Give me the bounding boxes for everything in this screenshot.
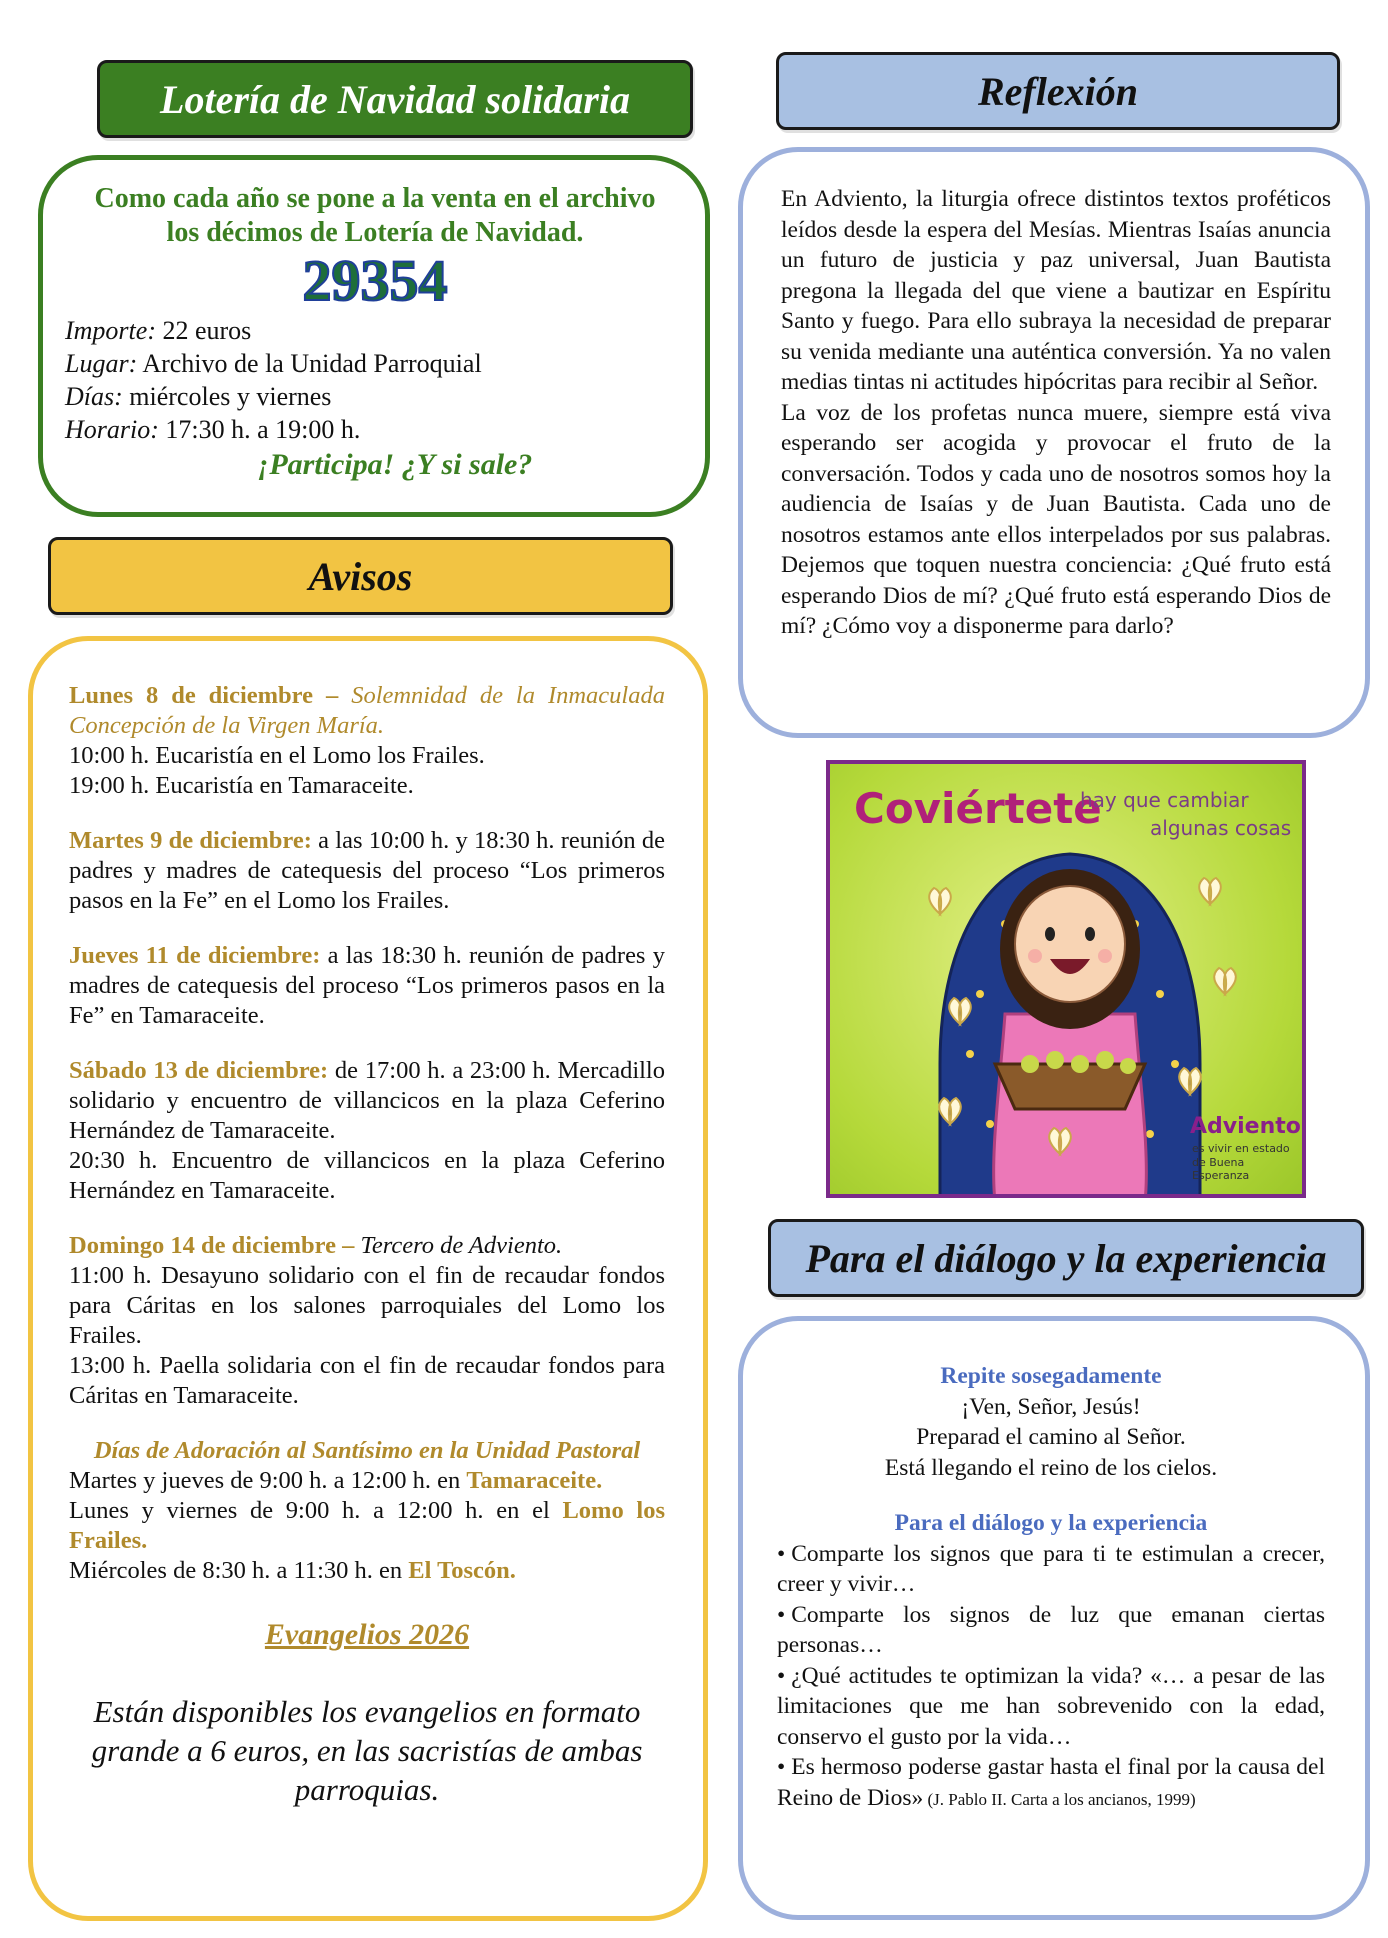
avisos-title: Avisos bbox=[308, 553, 413, 599]
loteria-row-horario: Horario: 17:30 h. a 19:00 h. bbox=[65, 415, 361, 444]
avisos-panel bbox=[28, 636, 708, 1921]
poster-adviento: Adviento bbox=[1190, 1114, 1301, 1139]
dialogo-bullet-3: • ¿Qué actitudes te optimizan la vida? «… a pesar de las limitaciones que me han sobrevenido con la edad, conservo el gusto por la vida… bbox=[777, 1661, 1325, 1753]
dialogo-subtitle: Para el diálogo y la experiencia bbox=[894, 1510, 1208, 1536]
reflexion-title: Reflexión bbox=[978, 68, 1138, 114]
poster-sub1: hay que cambiar bbox=[1080, 788, 1249, 812]
dialogo-bullet-4: • Es hermoso poderse gastar hasta el final por la causa del Reino de Dios» (J. Pablo II. Carta a los ancianos, 1999) bbox=[777, 1752, 1325, 1815]
aviso-lunes: Lunes 8 de diciembre – Solemnidad de la Inmaculada Concepción de la Virgen María. 10:00 h. Eucaristía en el Lomo los Frailes. 19:00 h. Eucaristía en Tamaraceite. bbox=[69, 682, 665, 799]
loteria-row-dias: Días: miércoles y viernes bbox=[65, 382, 332, 411]
repite-lines: ¡Ven, Señor, Jesús! Preparad el camino al Señor. Está llegando el reino de los cielos. bbox=[884, 1393, 1218, 1481]
loteria-panel bbox=[38, 155, 710, 517]
avisos-header bbox=[48, 537, 673, 615]
adviento-poster bbox=[826, 760, 1306, 1198]
poster-tag2: de Buena Esperanza bbox=[1192, 1156, 1250, 1182]
loteria-row-importe: Importe: 22 euros bbox=[65, 316, 252, 345]
loteria-intro: Como cada año se pone a la venta en el archivo los décimos de Lotería de Navidad. bbox=[94, 183, 656, 248]
loteria-header bbox=[97, 60, 693, 138]
aviso-jueves: Jueves 11 de diciembre: a las 18:30 h. reunión de padres y madres de catequesis del proceso “Los primeros pasos en la Fe” en Tamaraceite. bbox=[69, 942, 665, 1029]
loteria-title: Lotería de Navidad solidaria bbox=[160, 76, 630, 122]
reflexion-panel bbox=[738, 147, 1370, 738]
poster-headline: Coviértete bbox=[854, 784, 1102, 833]
loteria-row-lugar: Lugar: Archivo de la Unidad Parroquial bbox=[65, 349, 482, 378]
loteria-number: 29354 bbox=[302, 248, 448, 313]
dialogo-bullet-2: • Comparte los signos de luz que emanan ciertas personas… bbox=[777, 1600, 1325, 1661]
repite-title: Repite sosegadamente bbox=[940, 1363, 1162, 1389]
reflexion-p2: La voz de los profetas nunca muere, siempre está viva esperando ser acogida y provocar el fruto de la conversación. Todos y cada uno de nosotros somos hoy la audiencia de Isaías y de Juan Bautista. Cada uno de nosotros estamos ante ellos interpelados por sus palabras. Dejemos que toquen nuestra conciencia: ¿Qué fruto está esperando Dios de mí? ¿Qué fruto está esperando Dios de mí? ¿Cómo voy a disponerme para darlo? bbox=[781, 399, 1331, 639]
aviso-domingo: Domingo 14 de diciembre – Tercero de Adviento. 11:00 h. Desayuno solidario con el fin de recaudar fondos para Cáritas en los salones parroquiales del Lomo los Frailes. 13:00 h. Paella solidaria con el fin de recaudar fondos para Cáritas en Tamaraceite. bbox=[69, 1232, 665, 1409]
aviso-adoracion: Días de Adoración al Santísimo en la Unidad Pastoral Martes y jueves de 9:00 h. a 12:00 h. en Tamaraceite. Lunes y viernes de 9:00 h. a 12:00 h. en el Lomo los Frailes. Miércoles de 8:30 h. a 11:30 h. en El Toscón. bbox=[69, 1437, 666, 1584]
evangelios-text: Están disponibles los evangelios en formato grande a 6 euros, en las sacristías de ambas parroquias. bbox=[91, 1694, 643, 1807]
dialogo-title: Para el diálogo y la experiencia bbox=[805, 1235, 1327, 1281]
reflexion-header bbox=[776, 52, 1340, 130]
dialogo-header bbox=[768, 1219, 1364, 1297]
poster-sub2: algunas cosas bbox=[1150, 816, 1292, 840]
aviso-sabado: Sábado 13 de diciembre: de 17:00 h. a 23:00 h. Mercadillo solidario y encuentro de villancicos en la plaza Ceferino Hernández de Tamaraceite. 20:30 h. Encuentro de villancicos en la plaza Ceferino Hernández en Tamaraceite. bbox=[69, 1057, 665, 1204]
reflexion-p1: En Adviento, la liturgia ofrece distintos textos proféticos leídos desde la espera del Mesías. Mientras Isaías anuncia un futuro de justicia y paz universal, Juan Bautista pregona la llegada del que viene a bautizar en Espíritu Santo y fuego. Para ello subraya la necesidad de preparar su venida mediante una auténtica conversión. Ya no valen medias tintas ni actitudes hipócritas para recibir al Señor. bbox=[781, 186, 1331, 395]
poster-tag1: es vivir en estado bbox=[1192, 1142, 1290, 1155]
aviso-martes: Martes 9 de diciembre: a las 10:00 h. y 18:30 h. reunión de padres y madres de catequesis del proceso “Los primeros pasos en la Fe” en el Lomo los Frailes. bbox=[69, 827, 665, 914]
dialogo-panel bbox=[738, 1316, 1370, 1920]
dialogo-bullet-1: • Comparte los signos que para ti te estimulan a crecer, creer y vivir… bbox=[777, 1539, 1325, 1600]
loteria-cta: ¡Participa! ¿Y si sale? bbox=[257, 448, 533, 481]
evangelios-title: Evangelios 2026 bbox=[264, 1618, 470, 1651]
